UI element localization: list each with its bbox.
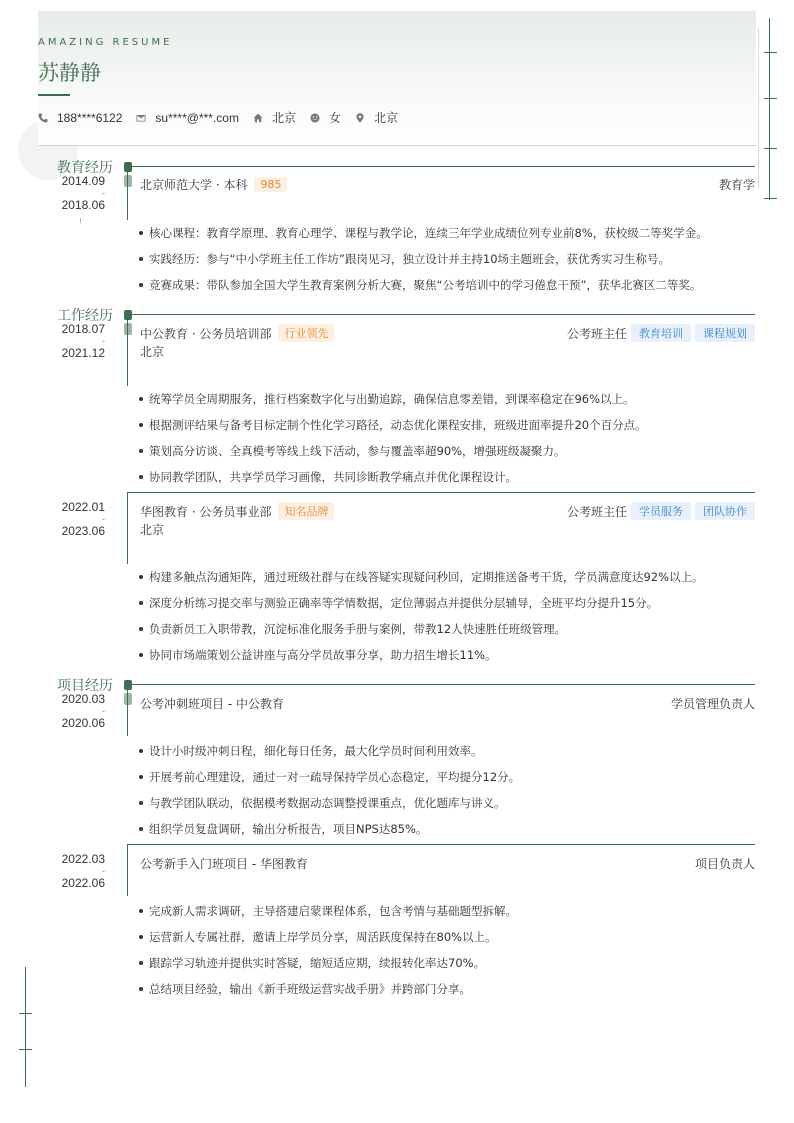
role-text: 公考班主任 xyxy=(566,504,627,519)
date-separator: - xyxy=(102,866,105,876)
list-item: 统筹学员全周期服务，推行档案数字化与出勤追踪，确保信息零差错，到课率稳定在96%以上。 xyxy=(138,392,758,418)
list-item: 跟踪学习轨迹并提供实时答疑，缩短适应期，续报转化率达70%。 xyxy=(138,956,758,982)
list-item: 竞赛成果：带队参加全国大学生教育案例分析大赛，聚焦“公考培训中的学习倦怠干预”，获华北赛区二等奖。 xyxy=(138,278,758,304)
company-city: 北京 xyxy=(140,345,165,359)
candidate-name: 苏静静 xyxy=(38,61,101,85)
start-date: 2022.03 xyxy=(61,852,105,866)
item-marker xyxy=(124,693,132,705)
list-item: 构建多触点沟通矩阵，通过班级社群与在线答疑实现疑问秒回，定期推送备考干货，学员满意度达92%以上。 xyxy=(138,570,758,596)
school-name xyxy=(140,176,287,193)
header-tagline: AMAZING RESUME xyxy=(38,37,173,48)
decor-tick xyxy=(764,198,777,199)
start-date: 2014.09 xyxy=(61,174,105,188)
list-item: 开展考前心理建设，通过一对一疏导保持学员心态稳定，平均提分12分。 xyxy=(138,770,758,796)
item-marker xyxy=(124,175,132,187)
decor-line xyxy=(758,28,759,188)
list-item: 核心课程：教育学原理、教育心理学、课程与教学论，连续三年学业成绩位列专业前8%，获校级二等奖学金。 xyxy=(138,226,758,252)
end-date: 2018.06 xyxy=(61,198,105,212)
company-city: 北京 xyxy=(140,523,165,537)
name-underline xyxy=(38,94,70,96)
hometown-text: 北京 xyxy=(271,111,296,125)
list-item: 协同教学团队，共享学员学习画像，共同诊断教学痛点并优化课程设计。 xyxy=(138,470,758,496)
timeline-line xyxy=(127,314,128,386)
skill-tag: 教育培训 xyxy=(631,324,691,342)
resume-header xyxy=(38,11,756,146)
list-item: 总结项目经验，输出《新手班级运营实战手册》并跨部门分享。 xyxy=(138,982,758,1008)
location-icon xyxy=(355,113,365,123)
project-bullets xyxy=(138,904,758,1008)
company-tag: 知名品牌 xyxy=(278,502,334,520)
company-name xyxy=(140,324,334,342)
list-item: 协同市场端策划公益讲座与高分学员故事分享，助力招生增长11%。 xyxy=(138,648,758,674)
list-item: 负责新员工入职带教，沉淀标准化服务手册与案例，带教12人快速胜任班级管理。 xyxy=(138,622,758,648)
decor-tick xyxy=(764,148,777,149)
end-date: 2023.06 xyxy=(61,524,105,538)
school-tag: 985 xyxy=(254,177,287,192)
decor-tick xyxy=(764,52,777,53)
start-date: 2020.03 xyxy=(61,692,105,706)
location-text: 北京 xyxy=(374,111,399,125)
timeline-line xyxy=(127,844,128,896)
job-role xyxy=(567,324,755,342)
work-bullets xyxy=(138,392,758,496)
job-role xyxy=(567,502,755,520)
list-item: 深度分析练习提交率与测验正确率等学情数据，定位薄弱点并提供分层辅导，全班平均分提升15分。 xyxy=(138,596,758,622)
date-separator: - xyxy=(102,336,105,346)
decor-tick xyxy=(19,1013,32,1014)
section-title-projects: 项目经历 xyxy=(57,678,113,694)
work-bullets xyxy=(138,570,758,674)
skill-tag: 课程规划 xyxy=(695,324,755,342)
skill-tag: 团队协作 xyxy=(695,502,755,520)
decor-tick xyxy=(764,98,777,99)
contact-home xyxy=(253,109,296,126)
phone-icon xyxy=(38,113,48,123)
home-icon xyxy=(253,113,263,123)
contact-row xyxy=(38,109,412,126)
section-marker xyxy=(124,680,132,690)
decor-line xyxy=(25,967,26,1087)
company-text: 中公教育 · 公务员培训部 xyxy=(140,326,272,341)
phone-text: 188****6122 xyxy=(57,110,123,125)
section-title-work: 工作经历 xyxy=(57,308,113,324)
contact-phone xyxy=(38,111,122,125)
contact-location xyxy=(355,109,398,126)
list-item: 根据测评结果与备考目标定制个性化学习路径，动态优化课程安排，班级进面率提升20个百分点。 xyxy=(138,418,758,444)
project-bullets xyxy=(138,744,758,848)
section-divider xyxy=(127,166,755,167)
item-marker xyxy=(124,323,132,335)
list-item: 与教学团队联动，依据模考数据动态调整授课重点，优化题库与讲义。 xyxy=(138,796,758,822)
company-text: 华图教育 · 公务员事业部 xyxy=(140,504,272,519)
section-title-education: 教育经历 xyxy=(57,160,113,176)
mail-icon xyxy=(136,113,146,123)
decor-line xyxy=(769,18,770,200)
item-divider xyxy=(127,844,755,845)
gender-text: 女 xyxy=(328,111,341,125)
list-item: 运营新人专属社群，邀请上岸学员分享，周活跃度保持在80%以上。 xyxy=(138,930,758,956)
face-icon xyxy=(310,113,320,123)
start-date: 2022.01 xyxy=(61,500,105,514)
timeline-line xyxy=(127,492,128,564)
project-role: 学员管理负责人 xyxy=(670,697,755,711)
skill-tag: 学员服务 xyxy=(631,502,691,520)
timeline-line xyxy=(127,684,128,736)
role-text: 公考班主任 xyxy=(566,326,627,341)
section-divider xyxy=(127,314,755,315)
end-date: 2020.06 xyxy=(61,716,105,730)
contact-gender xyxy=(310,109,341,126)
date-separator: - xyxy=(102,706,105,716)
education-bullets xyxy=(138,226,758,304)
item-divider xyxy=(127,492,755,493)
list-item: 策划高分访谈、全真模考等线上线下活动，参与覆盖率超90%，增强班级凝聚力。 xyxy=(138,444,758,470)
date-separator: - xyxy=(102,514,105,524)
section-marker xyxy=(124,310,132,320)
section-divider xyxy=(127,684,755,685)
project-name: 公考新手入门班项目 - 华图教育 xyxy=(140,857,308,871)
decor-tick xyxy=(19,1049,32,1050)
list-item: 完成新人需求调研，主导搭建启蒙课程体系，包含考情与基础题型拆解。 xyxy=(138,904,758,930)
school-text: 北京师范大学 · 本科 xyxy=(140,178,248,192)
contact-email xyxy=(136,111,239,125)
list-item: 实践经历：参与“中小学班主任工作坊”跟岗见习，独立设计并主持10场主题班会，获优秀实习生称号。 xyxy=(138,252,758,278)
project-role: 项目负责人 xyxy=(694,857,755,871)
company-tag: 行业领先 xyxy=(278,324,334,342)
list-item: 设计小时级冲刺日程，细化每日任务，最大化学员时间利用效率。 xyxy=(138,744,758,770)
company-name xyxy=(140,502,334,520)
timeline-line xyxy=(127,166,128,220)
section-marker xyxy=(124,162,132,172)
date-separator: - xyxy=(102,188,105,198)
start-date: 2018.07 xyxy=(61,322,105,336)
end-date: 2021.12 xyxy=(61,346,105,360)
end-date: 2022.06 xyxy=(61,876,105,890)
decor-tick xyxy=(80,218,81,223)
email-text: su****@***.com xyxy=(155,110,239,125)
list-item: 组织学员复盘调研，输出分析报告，项目NPS达85%。 xyxy=(138,822,758,848)
project-name: 公考冲刺班项目 - 中公教育 xyxy=(140,697,284,711)
major: 教育学 xyxy=(718,178,755,192)
